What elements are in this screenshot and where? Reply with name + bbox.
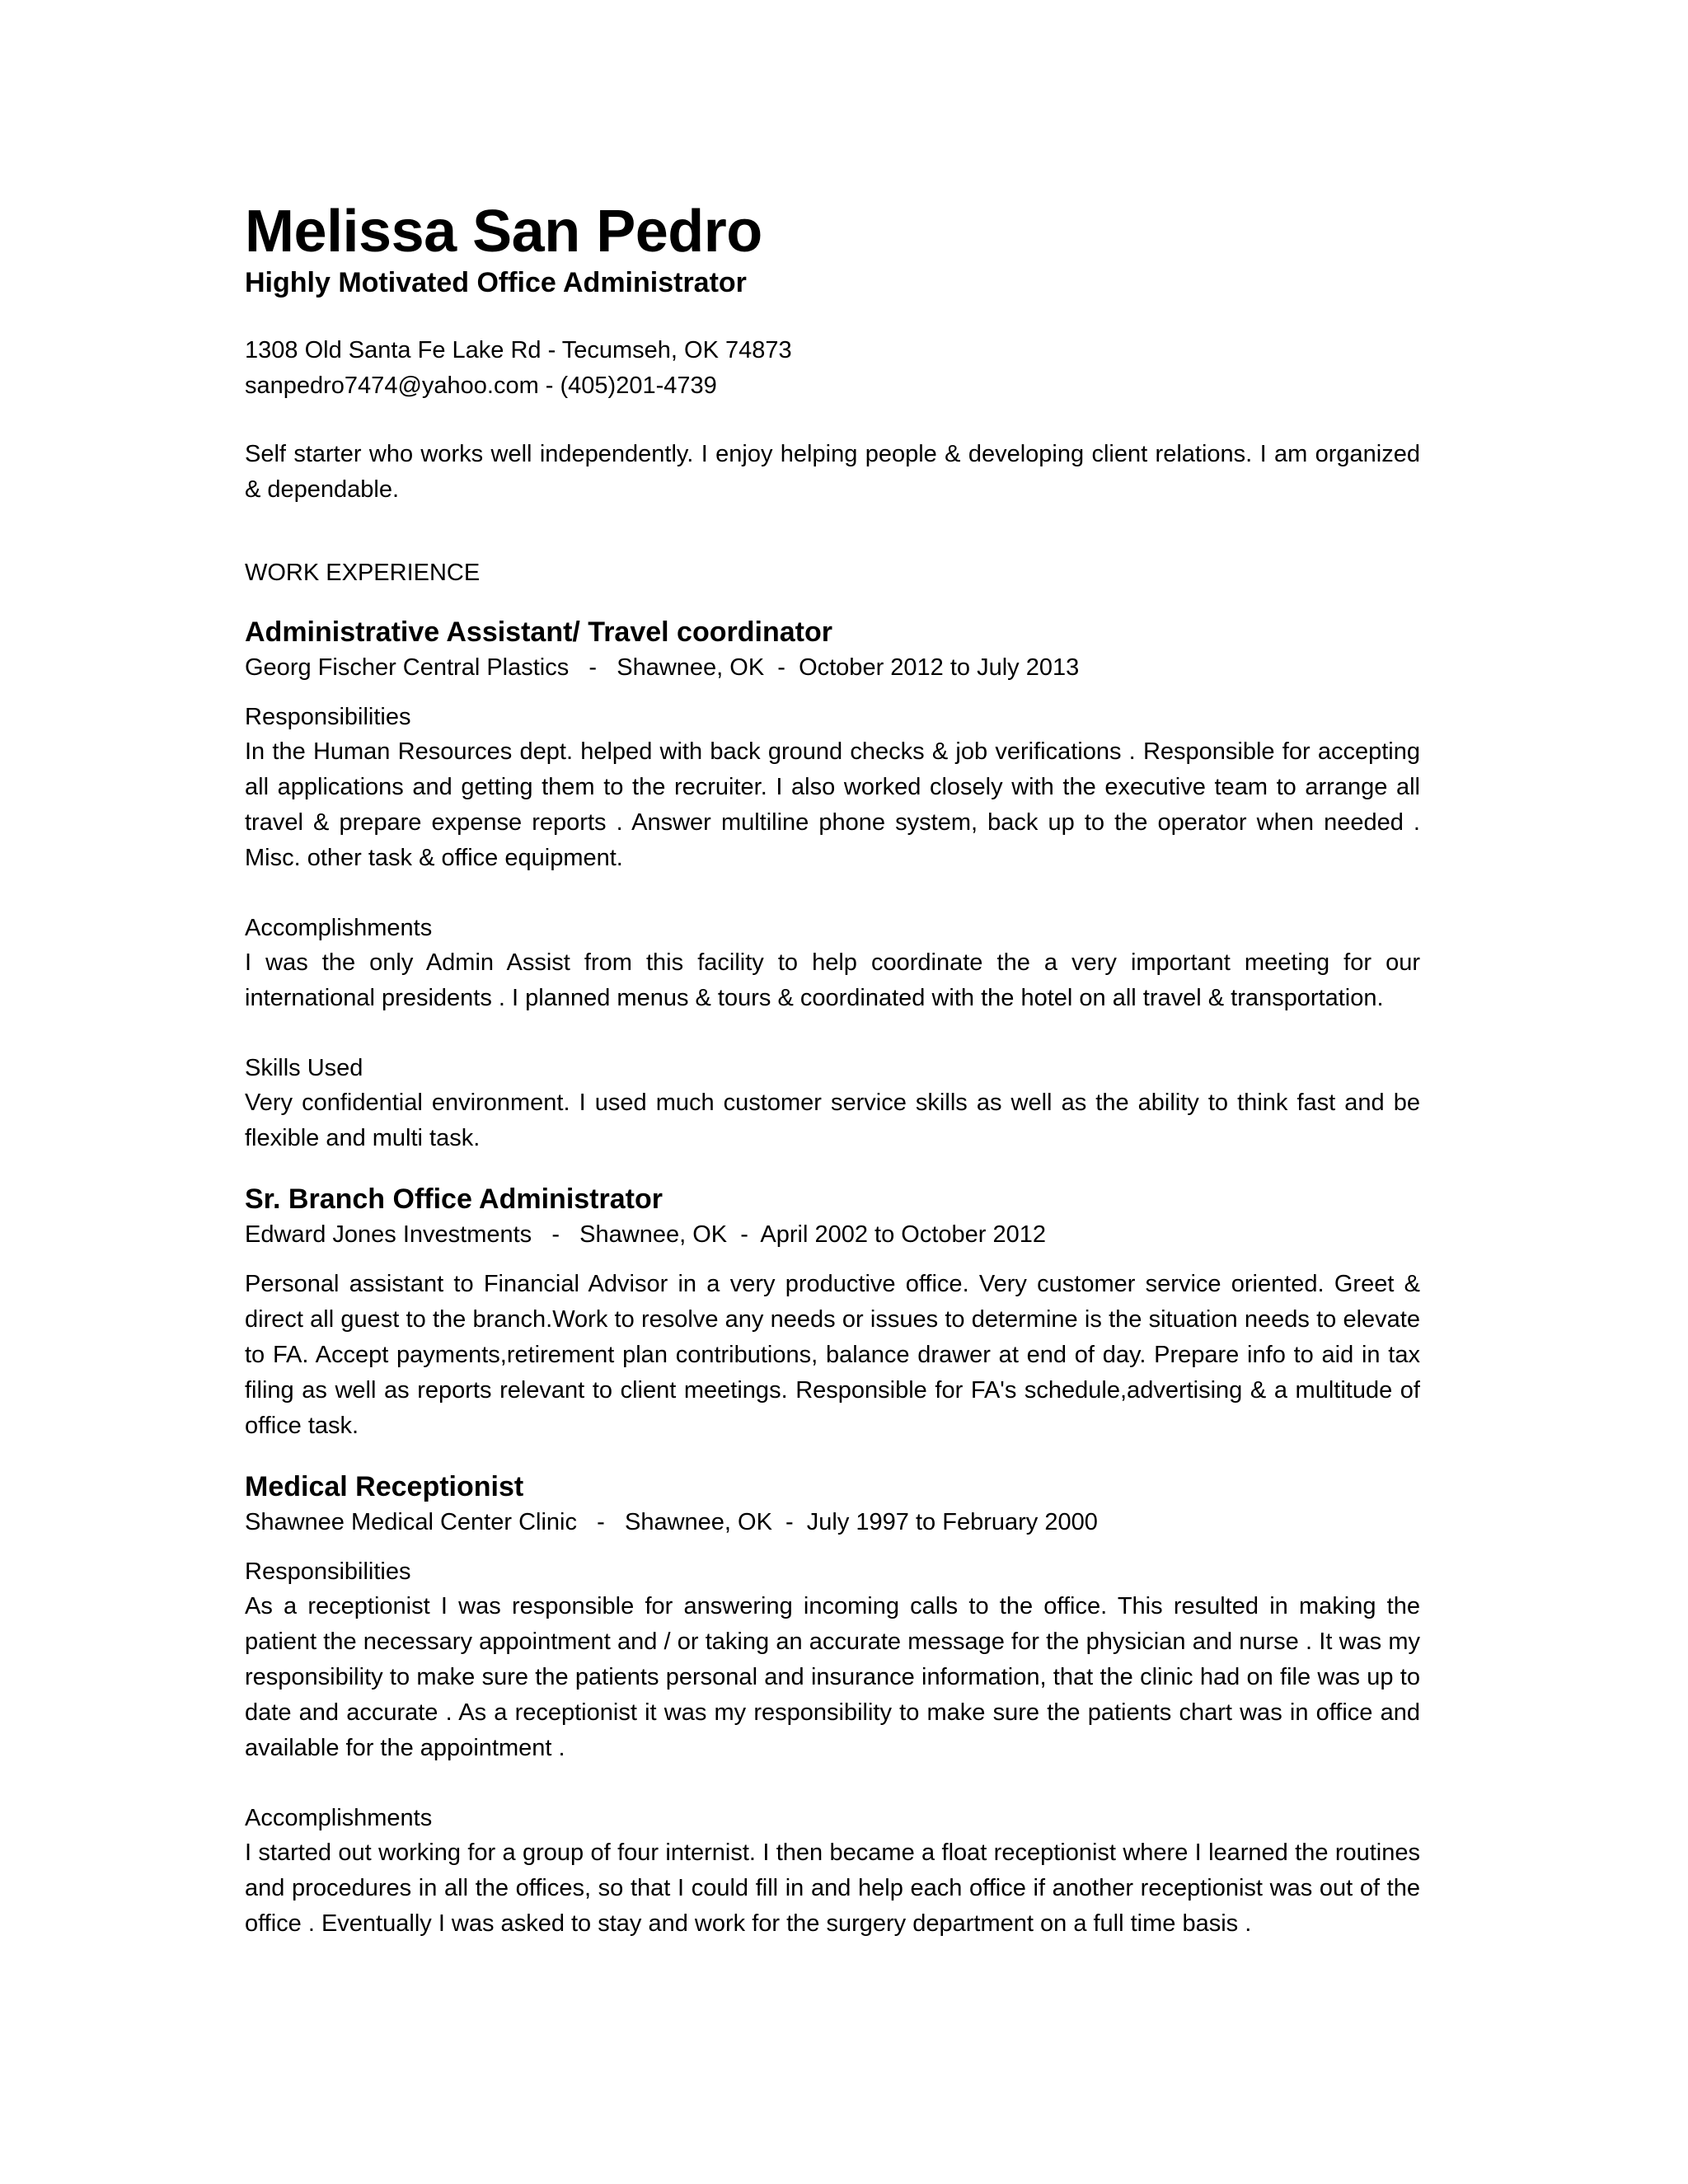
job-meta: Edward Jones Investments - Shawnee, OK - April 2002 to October 2012 bbox=[245, 1221, 1047, 1248]
job-entry bbox=[245, 614, 1420, 1156]
summary-paragraph: Self starter who works well independently. I enjoy helping people & developing client relations. I am organized & dependable. bbox=[245, 441, 1420, 503]
job-block bbox=[245, 700, 1420, 876]
job-block bbox=[245, 911, 1420, 1016]
job-block bbox=[245, 1051, 1420, 1156]
candidate-headline: Highly Motivated Office Administrator bbox=[245, 267, 747, 298]
job-title: Medical Receptionist bbox=[245, 1471, 524, 1502]
block-label: Responsibilities bbox=[245, 1558, 411, 1585]
block-text: I started out working for a group of four internist. I then became a float receptionist where I learned the routines and procedures in all the offices, so that I could fill in and help each office if another receptionist was out of the office . Eventually I was asked to stay and work for the surgery department on a full time basis . bbox=[245, 1840, 1420, 1937]
job-meta: Shawnee Medical Center Clinic - Shawnee, OK - July 1997 to February 2000 bbox=[245, 1509, 1098, 1535]
candidate-name: Melissa San Pedro bbox=[245, 199, 762, 265]
contact-info bbox=[245, 333, 1420, 404]
resume-page bbox=[245, 198, 1420, 1942]
block-text: In the Human Resources dept. helped with back ground checks & job verifications . Responsible for accepting all applications and getting them to the recruiter. I also worked closely with the executive team to arrange all travel & prepare expense reports . Answer multiline phone system, back up to the operator when needed . Misc. other task & office equipment. bbox=[245, 738, 1420, 871]
work-experience-heading: WORK EXPERIENCE bbox=[245, 560, 481, 586]
block-label: Skills Used bbox=[245, 1055, 363, 1081]
job-block bbox=[245, 1554, 1420, 1766]
job-entry bbox=[245, 1181, 1420, 1444]
job-title: Administrative Assistant/ Travel coordinator bbox=[245, 616, 832, 648]
block-label: Responsibilities bbox=[245, 704, 411, 730]
job-meta: Georg Fischer Central Plastics - Shawnee, OK - October 2012 to July 2013 bbox=[245, 654, 1080, 681]
block-text: Very confidential environment. I used much customer service skills as well as the ability to think fast and be flexible and multi task. bbox=[245, 1090, 1420, 1151]
job-description: Personal assistant to Financial Advisor in a very productive office. Very customer service oriented. Greet & direct all guest to the branch.Work to resolve any needs or issues to determine is the situation needs to elevate to FA. Accept payments,retirement plan contributions, balance drawer at end of day. Prepare info to aid in tax filing as well as reports relevant to client meetings. Responsible for FA's schedule,advertising & a multitude of office task. bbox=[245, 1271, 1420, 1439]
block-text: I was the only Admin Assist from this facility to help coordinate the a very important meeting for our international presidents . I planned menus & tours & coordinated with the hotel on all travel & transportation. bbox=[245, 949, 1420, 1011]
job-block bbox=[245, 1801, 1420, 1942]
job-title: Sr. Branch Office Administrator bbox=[245, 1183, 663, 1215]
contact-address: 1308 Old Santa Fe Lake Rd - Tecumseh, OK 74873 bbox=[245, 337, 792, 363]
block-text: As a receptionist I was responsible for answering incoming calls to the office. This resulted in making the patient the necessary appointment and / or taking an accurate message for the physician and nurse . It was my responsibility to make sure the patients personal and insurance information, that the clinic had on file was up to date and accurate . As a receptionist it was my responsibility to make sure the patients chart was in office and available for the appointment . bbox=[245, 1593, 1420, 1761]
contact-email-phone: sanpedro7474@yahoo.com - (405)201-4739 bbox=[245, 373, 717, 399]
block-label: Accomplishments bbox=[245, 1805, 433, 1831]
job-entry bbox=[245, 1469, 1420, 1942]
block-label: Accomplishments bbox=[245, 915, 433, 941]
